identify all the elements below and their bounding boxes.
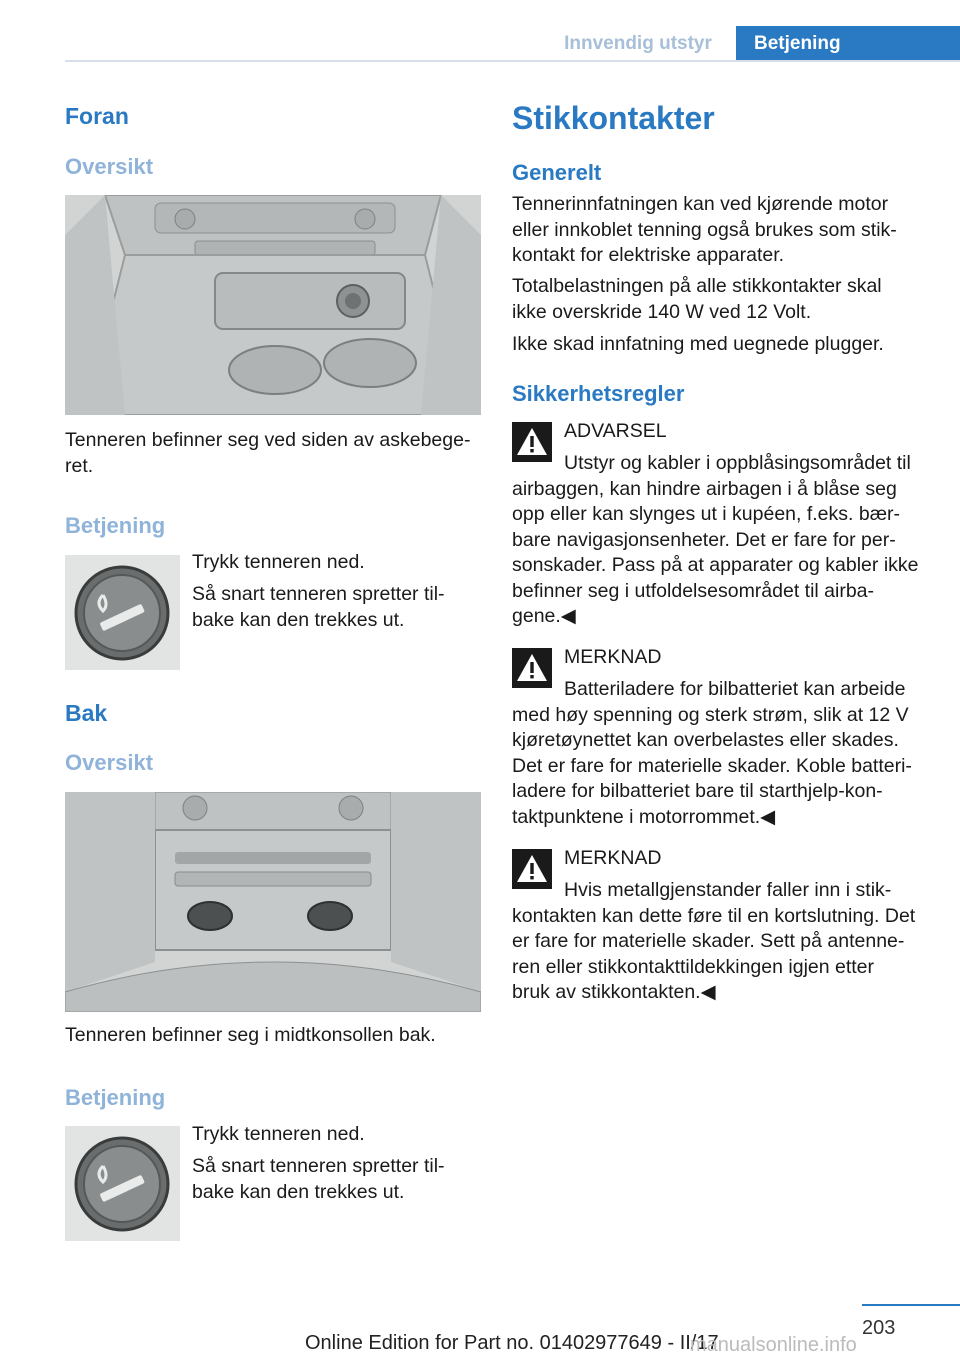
notice-first-line-2: Hvis metallgjenstander faller inn i stik- — [564, 879, 892, 901]
front-heading: Foran — [65, 103, 129, 129]
rear-overview-title: Oversikt — [65, 750, 154, 775]
front-console-illustration — [65, 195, 481, 415]
rear-operation-title: Betjening — [65, 1085, 166, 1110]
rear-lighter-button-illustration — [65, 1126, 180, 1241]
front-lighter-button-illustration — [65, 555, 180, 670]
safety-title: Sikkerhetsregler — [512, 381, 685, 406]
warning-label: ADVARSEL — [564, 420, 667, 442]
notice-body: med høy spenning og sterk strøm, slik at 12 V kjøretøynettet kan overbelastes eller skades. Det er fare for materielle skader. Koble batteri- ladere for bilbatteriet bare til starthjelp-kon- taktpunktene i motorrommet.◀ — [512, 703, 912, 828]
notice-label-2: MERKNAD — [564, 847, 662, 869]
warning-triangle-icon — [512, 648, 552, 688]
header-rule — [65, 60, 960, 62]
front-op-line2: Så snart tenneren spretter til- bake kan den trekkes ut. — [192, 583, 445, 631]
front-operation-title: Betjening — [65, 513, 166, 538]
rear-op-line1: Trykk tenneren ned. — [192, 1123, 365, 1145]
general-paragraph-3: Ikke skad innfatning med uegnede plugger. — [512, 333, 884, 355]
notice-label: MERKNAD — [564, 646, 662, 668]
edition-line: Online Edition for Part no. 01402977649 - II/17 — [305, 1332, 719, 1354]
footer-rule — [862, 1304, 960, 1306]
breadcrumb-section[interactable]: Innvendig utstyr — [564, 33, 712, 54]
warning-body: airbaggen, kan hindre airbagen i å blåse seg opp eller kan slynges ut i kupéen, f.eks. bær- bare navigasjonsenheter. Det er fare for per- sonskader. Pass på at apparater og kabler ikke befinner seg i utfoldelsesområdet til airba- gene.◀ — [512, 477, 919, 627]
warning-triangle-icon — [512, 422, 552, 462]
warning-triangle-icon — [512, 849, 552, 889]
rear-caption: Tenneren befinner seg i midtkonsollen bak. — [65, 1024, 436, 1046]
watermark: manualsonline.info — [690, 1334, 857, 1356]
front-overview-title: Oversikt — [65, 154, 154, 179]
front-op-line1: Trykk tenneren ned. — [192, 551, 365, 573]
warning-first-line: Utstyr og kabler i oppblåsingsområdet til — [564, 452, 911, 474]
rear-console-illustration — [65, 792, 481, 1012]
page-number: 203 — [862, 1317, 896, 1339]
general-title: Generelt — [512, 160, 602, 185]
front-caption: Tenneren befinner seg ved siden av askebege- ret. — [65, 429, 471, 477]
sockets-title: Stikkontakter — [512, 100, 715, 136]
notice-body-2: kontakten kan dette føre til en kortslutning. Det er fare for materielle skader. Sett på antenne- ren eller stikkontakttildekkingen igjen etter bruk av stikkontakten.◀ — [512, 904, 916, 1003]
notice-first-line: Batteriladere for bilbatteriet kan arbeide — [564, 678, 906, 700]
rear-op-line2: Så snart tenneren spretter til- bake kan den trekkes ut. — [192, 1155, 445, 1203]
general-paragraph-1: Tennerinnfatningen kan ved kjørende motor eller innkoblet tenning også brukes som stik- kontakt for elektriske apparater. — [512, 193, 897, 266]
rear-heading: Bak — [65, 700, 108, 726]
breadcrumb-current[interactable]: Betjening — [736, 26, 960, 62]
general-paragraph-2: Totalbelastningen på alle stikkontakter skal ikke overskride 140 W ved 12 Volt. — [512, 275, 882, 323]
